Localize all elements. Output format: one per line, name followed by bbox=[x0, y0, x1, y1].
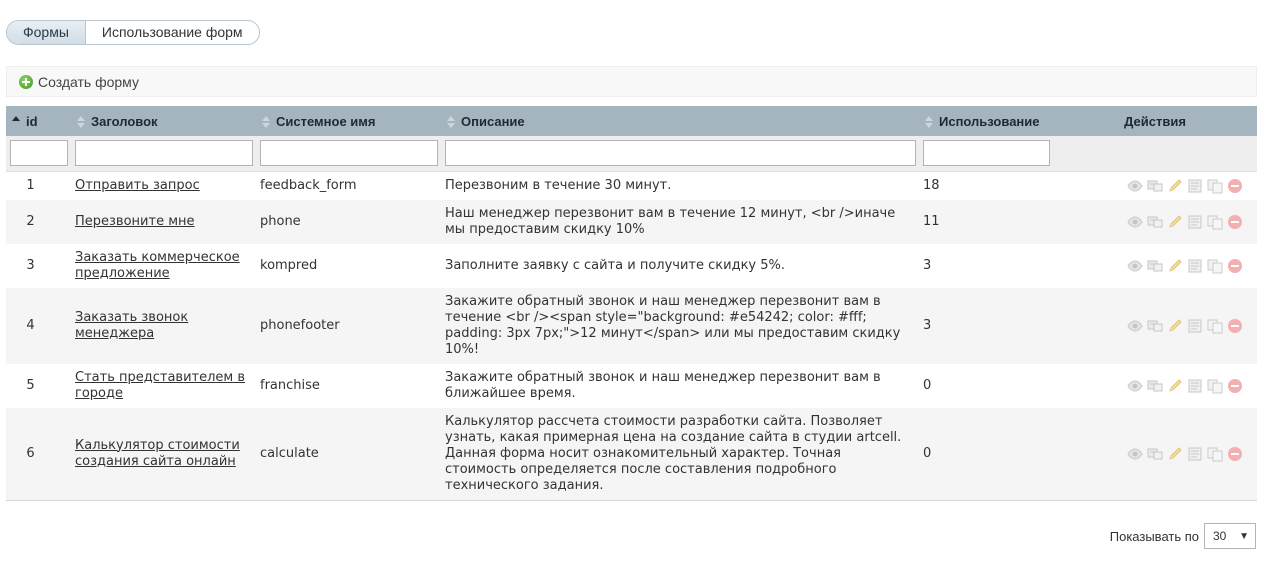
sort-asc-icon bbox=[12, 116, 20, 128]
create-form-button[interactable] bbox=[19, 74, 139, 90]
column-header-title[interactable]: Заголовок bbox=[71, 106, 256, 136]
copy-icon[interactable] bbox=[1207, 178, 1223, 194]
filter-title-input[interactable] bbox=[75, 140, 253, 166]
cell-system-name: kompred bbox=[260, 257, 318, 273]
forms-table bbox=[6, 106, 1257, 501]
pencil-icon[interactable] bbox=[1167, 318, 1183, 334]
eye-icon[interactable] bbox=[1127, 214, 1143, 230]
form-title-link[interactable]: Стать представителем в городе bbox=[75, 369, 245, 401]
tab-forms[interactable]: Формы bbox=[7, 21, 86, 44]
delete-icon[interactable] bbox=[1227, 258, 1243, 274]
pagination bbox=[1110, 523, 1256, 549]
row-actions bbox=[1057, 214, 1253, 230]
cell-usage: 3 bbox=[919, 288, 1053, 364]
cell-system-name: phone bbox=[256, 200, 441, 244]
cell-usage: 18 bbox=[923, 177, 940, 193]
cell-id: 1 bbox=[26, 177, 35, 193]
cell-usage: 11 bbox=[919, 200, 1053, 244]
toolbar bbox=[6, 66, 1257, 97]
pencil-icon[interactable] bbox=[1167, 258, 1183, 274]
preview-icon[interactable] bbox=[1147, 378, 1163, 394]
pencil-icon[interactable] bbox=[1167, 178, 1183, 194]
sort-icon bbox=[262, 116, 270, 128]
cell-usage: 0 bbox=[923, 377, 932, 393]
cell-id: 6 bbox=[6, 408, 71, 501]
column-header-id[interactable]: id bbox=[6, 106, 71, 136]
form-title-link[interactable]: Перезвоните мне bbox=[75, 213, 195, 229]
cell-system-name: calculate bbox=[256, 408, 441, 501]
delete-icon[interactable] bbox=[1227, 178, 1243, 194]
table-row bbox=[6, 364, 1257, 408]
document-icon[interactable] bbox=[1187, 178, 1203, 194]
column-header-description[interactable]: Описание bbox=[441, 106, 919, 136]
row-actions bbox=[1057, 258, 1253, 274]
cell-description: Наш менеджер перезвонит вам в течение 12 минут, <br />иначе мы предоставим скидку 10% bbox=[441, 200, 919, 244]
per-page-select[interactable]: 30 ▼ bbox=[1204, 523, 1256, 549]
form-title-link[interactable]: Заказать звонок менеджера bbox=[75, 309, 189, 341]
cell-id: 3 bbox=[26, 257, 35, 273]
copy-icon[interactable] bbox=[1207, 258, 1223, 274]
preview-icon[interactable] bbox=[1147, 178, 1163, 194]
cell-description: Закажите обратный звонок и наш менеджер перезвонит вам в течение <br /><span style="background: #e54242; color: #fff; padding: 3px 7px;">12 минут</span> или мы предоставим скидку 10%! bbox=[441, 288, 919, 364]
eye-icon[interactable] bbox=[1127, 178, 1143, 194]
cell-description: Перезвоним в течение 30 минут. bbox=[445, 177, 672, 193]
filter-id-input[interactable] bbox=[10, 140, 68, 166]
table-header-row bbox=[6, 106, 1257, 136]
copy-icon[interactable] bbox=[1207, 446, 1223, 462]
preview-icon[interactable] bbox=[1147, 258, 1163, 274]
per-page-label: Показывать по bbox=[1109, 528, 1199, 544]
delete-icon[interactable] bbox=[1227, 214, 1243, 230]
cell-description: Закажите обратный звонок и наш менеджер перезвонит вам в ближайшее время. bbox=[445, 369, 881, 401]
cell-system-name: phonefooter bbox=[256, 288, 441, 364]
eye-icon[interactable] bbox=[1127, 258, 1143, 274]
delete-icon[interactable] bbox=[1227, 446, 1243, 462]
preview-icon[interactable] bbox=[1147, 318, 1163, 334]
copy-icon[interactable] bbox=[1207, 378, 1223, 394]
document-icon[interactable] bbox=[1187, 378, 1203, 394]
table-row bbox=[6, 288, 1257, 364]
row-actions bbox=[1057, 378, 1253, 394]
tab-form-usage[interactable]: Использование форм bbox=[101, 24, 243, 40]
pencil-icon[interactable] bbox=[1167, 378, 1183, 394]
document-icon[interactable] bbox=[1187, 258, 1203, 274]
copy-icon[interactable] bbox=[1207, 214, 1223, 230]
cell-description: Калькулятор рассчета стоимости разработки сайта. Позволяет узнать, какая примерная цена на создание сайта в студии artcell. Данная форма носит ознакомительный характер. Точная стоимость определяется после составления подробного технического задания. bbox=[441, 408, 919, 501]
cell-usage: 3 bbox=[923, 257, 932, 273]
cell-id: 4 bbox=[6, 288, 71, 364]
sort-icon bbox=[447, 116, 455, 128]
eye-icon[interactable] bbox=[1127, 318, 1143, 334]
document-icon[interactable] bbox=[1187, 318, 1203, 334]
cell-system-name: feedback_form bbox=[260, 177, 357, 193]
table-row bbox=[6, 408, 1257, 501]
create-form-label: Создать форму bbox=[38, 73, 139, 90]
column-header-usage[interactable]: Использование bbox=[919, 106, 1053, 136]
preview-icon[interactable] bbox=[1147, 214, 1163, 230]
document-icon[interactable] bbox=[1187, 446, 1203, 462]
tab-bar bbox=[6, 20, 260, 45]
plus-circle-icon bbox=[19, 75, 33, 89]
row-actions bbox=[1057, 178, 1253, 194]
form-title-link[interactable]: Калькулятор стоимости создания сайта онлайн bbox=[75, 437, 240, 469]
row-actions bbox=[1057, 318, 1253, 334]
sort-icon bbox=[925, 116, 933, 128]
table-row bbox=[6, 171, 1257, 200]
eye-icon[interactable] bbox=[1127, 446, 1143, 462]
sort-icon bbox=[77, 116, 85, 128]
table-row bbox=[6, 200, 1257, 244]
form-title-link[interactable]: Отправить запрос bbox=[75, 177, 200, 193]
pencil-icon[interactable] bbox=[1167, 214, 1183, 230]
caret-down-icon: ▼ bbox=[1239, 530, 1249, 542]
delete-icon[interactable] bbox=[1227, 318, 1243, 334]
cell-system-name: franchise bbox=[260, 377, 320, 393]
copy-icon[interactable] bbox=[1207, 318, 1223, 334]
form-title-link[interactable]: Заказать коммерческое предложение bbox=[75, 249, 240, 281]
cell-id: 2 bbox=[6, 200, 71, 244]
cell-description: Заполните заявку с сайта и получите скидку 5%. bbox=[445, 257, 786, 273]
table-row bbox=[6, 244, 1257, 288]
column-header-system-name[interactable]: Системное имя bbox=[256, 106, 441, 136]
filter-description-input[interactable] bbox=[445, 140, 916, 166]
cell-usage: 0 bbox=[919, 408, 1053, 501]
column-header-actions: Действия bbox=[1053, 106, 1257, 136]
pencil-icon[interactable] bbox=[1167, 446, 1183, 462]
row-actions bbox=[1057, 446, 1253, 462]
document-icon[interactable] bbox=[1187, 214, 1203, 230]
preview-icon[interactable] bbox=[1147, 446, 1163, 462]
filter-system-name-input[interactable] bbox=[260, 140, 438, 166]
filter-row bbox=[6, 136, 1257, 171]
cell-id: 5 bbox=[26, 377, 35, 393]
filter-usage-input[interactable] bbox=[923, 140, 1050, 166]
eye-icon[interactable] bbox=[1127, 378, 1143, 394]
delete-icon[interactable] bbox=[1227, 378, 1243, 394]
